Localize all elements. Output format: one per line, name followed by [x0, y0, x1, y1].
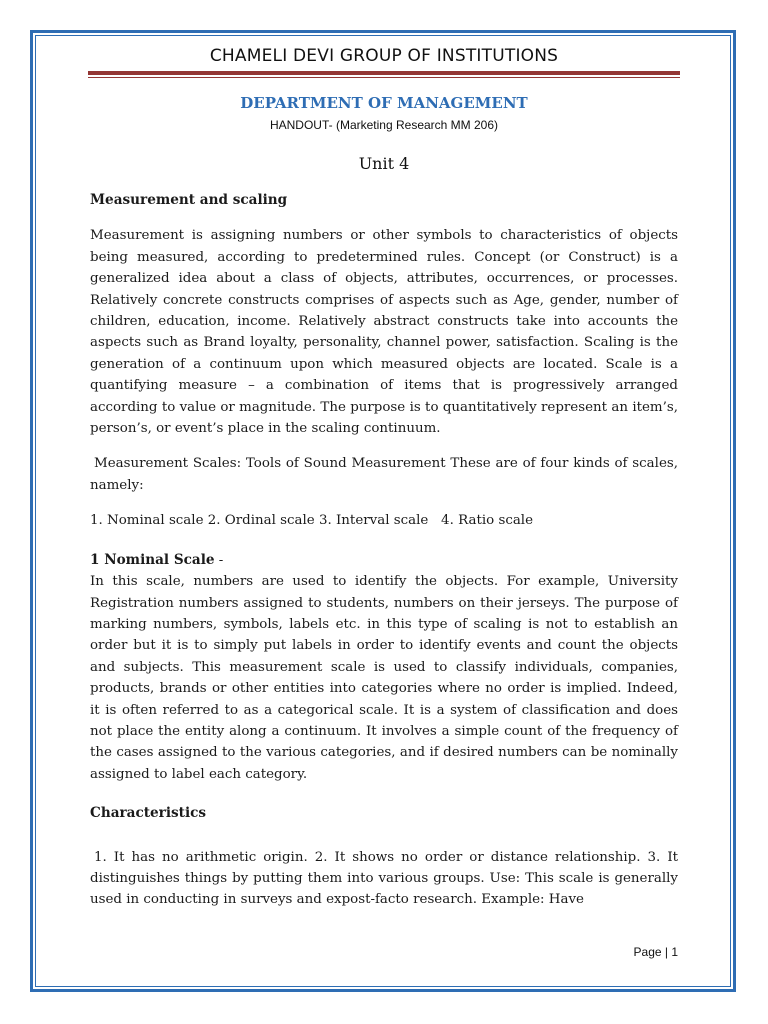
nominal-heading-suffix: -: [214, 552, 224, 568]
measurement-paragraph: Measurement is assigning numbers or other symbols to characteristics of objects being measured, according to predetermined rules. Concept (or Construct) is a generalized idea about a class of objects, attributes, occurrences, or processes. Relatively concrete constructs comprises of aspects such as Age, gender, number of children, education, income. Relatively abstract constructs take into accounts the aspects such as Brand loyalty, personality, channel power, satisfaction. Scaling is the generation of a continuum upon which measured objects are located. Scale is a quantifying measure – a combination of items that is progressively arranged according to value or magnitude. The purpose is to quantitatively represent an item’s, person’s, or event’s place in the scaling continuum.: [90, 228, 678, 437]
characteristics-paragraph: 1. It has no arithmetic origin. 2. It shows no order or distance relationship. 3. It distinguishes things by putting them into various groups. Use: This scale is generally used in conducting in surveys and expost-facto research. Example: Have: [90, 849, 678, 908]
header-rule-thick: [88, 71, 680, 75]
nominal-paragraph: In this scale, numbers are used to identify the objects. For example, University Registration numbers assigned to students, numbers on their jerseys. The purpose of marking numbers, symbols, labels etc. in this type of scaling is not to establish an order but it is to simply put labels in order to identify events and count the objects and subjects. This measurement scale is used to classify individuals, companies, products, brands or other entities into categories where no order is implied. Indeed, it is often referred to as a categorical scale. It is a system of classification and does not place the entity along a continuum. It involves a simple count of the frequency of the cases assigned to the various categories, and if desired numbers can be nominally assigned to label each category.: [90, 574, 678, 782]
unit-title: Unit 4: [358, 154, 410, 173]
measurement-heading: Measurement and scaling: [90, 192, 288, 208]
characteristics-heading: Characteristics: [90, 805, 207, 822]
nominal-heading-line: [90, 550, 678, 571]
nominal-heading: 1 Nominal Scale: [90, 551, 215, 568]
handout-subtitle: HANDOUT- (Marketing Research MM 206): [269, 118, 499, 132]
header-rule-thin: [88, 77, 680, 78]
department-title: DEPARTMENT OF MANAGEMENT: [240, 94, 528, 112]
scales-intro-paragraph: Measurement Scales: Tools of Sound Measurement These are of four kinds of scales, namely:: [90, 456, 678, 493]
page-number: Page | 1: [633, 945, 678, 959]
institution-title: CHAMELI DEVI GROUP OF INSTITUTIONS: [209, 46, 559, 66]
document-body: [90, 190, 678, 911]
scales-list: 1. Nominal scale 2. Ordinal scale 3. Interval scale 4. Ratio scale: [90, 513, 534, 529]
